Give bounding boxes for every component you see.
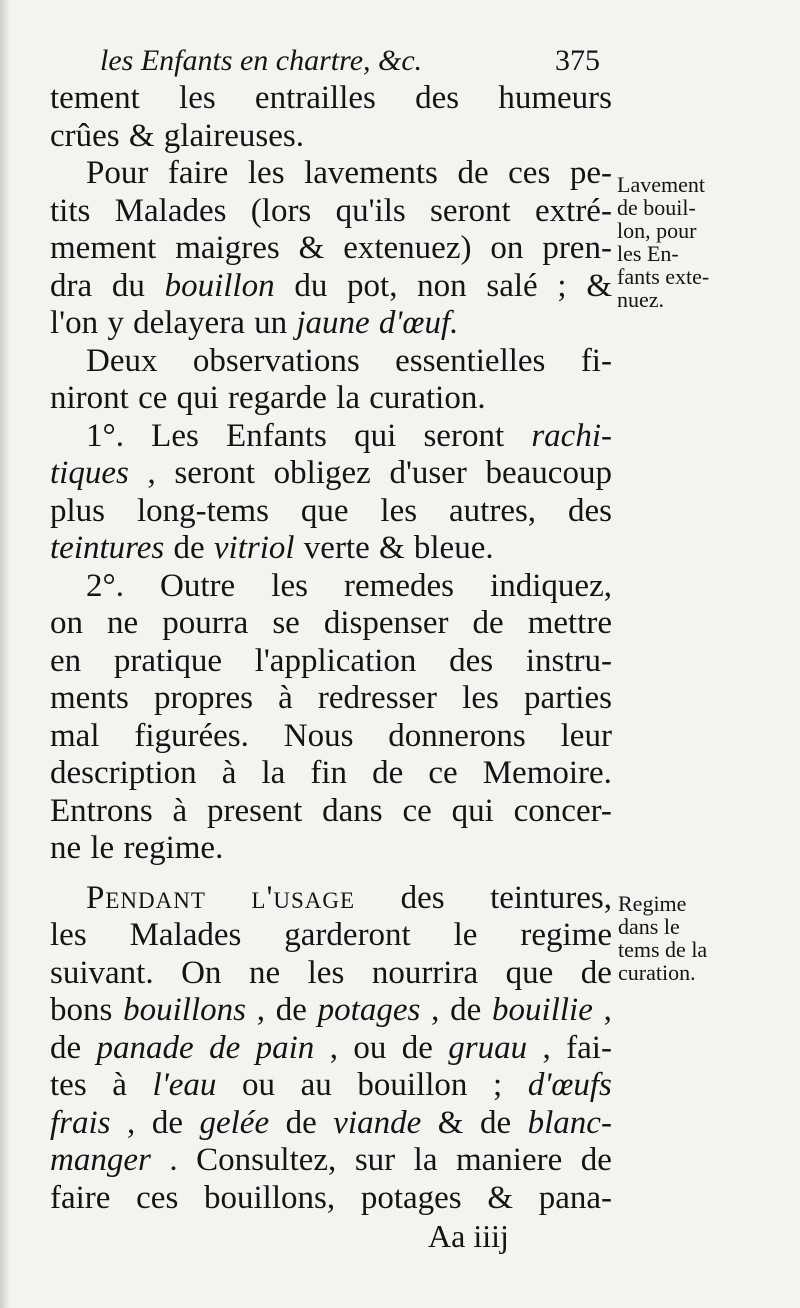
margin-note-line: Regime (618, 891, 687, 916)
text-line (50, 1030, 612, 1068)
word: ments (50, 680, 129, 716)
word: ou (242, 1067, 276, 1103)
word: l'eau (152, 1067, 217, 1103)
word: & (128, 117, 155, 154)
word: , (329, 1029, 338, 1066)
word: humeurs (498, 80, 612, 116)
word: suivant. (50, 954, 154, 991)
word: fai- (566, 1029, 612, 1066)
word: figurées. (134, 717, 249, 754)
word: pe- (569, 155, 612, 191)
word: bouillons, (204, 1179, 336, 1216)
word: ne (50, 830, 82, 866)
word: en (50, 642, 82, 679)
text-line (50, 118, 612, 156)
word: tiques (50, 455, 129, 491)
word: . (169, 1142, 178, 1178)
margin-note-line: curation. (618, 960, 696, 985)
word: redresser (317, 680, 438, 716)
word: tes (50, 1067, 87, 1103)
text-line (50, 605, 612, 643)
word: beaucoup (485, 455, 612, 491)
word: & (437, 1104, 464, 1141)
running-head: les Enfants en chartre, &c. (100, 44, 423, 77)
word: bleue. (413, 530, 494, 566)
word: seront (423, 417, 505, 454)
word: plus (50, 492, 106, 529)
word: Malades (129, 917, 242, 953)
word: d'œufs (527, 1067, 612, 1103)
word: maniere (455, 1142, 563, 1178)
word: , (431, 992, 440, 1028)
word: pratique (113, 642, 222, 679)
word: de (209, 1029, 241, 1066)
word: qui (176, 380, 219, 416)
word: , (256, 992, 265, 1028)
word: bouillon (357, 1067, 468, 1103)
text-line (50, 305, 612, 343)
text-line (50, 343, 612, 381)
word: dans (322, 792, 383, 829)
word: Outre (160, 567, 236, 604)
word: & (586, 267, 612, 304)
word: regime. (123, 830, 224, 866)
word: glaireuses. (163, 117, 304, 154)
word: delayera (133, 305, 245, 341)
word: donnerons (388, 717, 526, 754)
margin-note-line: les En- (617, 241, 679, 266)
text-line (50, 568, 612, 606)
word: le (90, 830, 115, 866)
word: seront (430, 192, 511, 229)
word: ; (493, 1067, 503, 1103)
text-line (50, 1142, 612, 1180)
word: faire (167, 155, 229, 191)
word: ce (428, 755, 458, 791)
word: qui (451, 792, 494, 829)
word: frais (50, 1104, 111, 1141)
word: à (278, 680, 293, 716)
page-header (100, 44, 600, 84)
word: & (487, 1179, 513, 1216)
word: extenuez) (343, 230, 472, 266)
word: des (567, 492, 612, 529)
word: gruau (448, 1029, 528, 1066)
word: manger (50, 1142, 151, 1178)
word: Entrons (50, 792, 153, 829)
word: essentielles (395, 342, 546, 379)
word: du (294, 267, 328, 304)
word: remedes (344, 567, 454, 604)
word: de (580, 954, 612, 991)
word: niront (50, 380, 129, 416)
word: ne (107, 605, 139, 641)
word: gelée (199, 1104, 270, 1141)
text-line (50, 380, 612, 418)
word: pot, (347, 267, 398, 304)
word: ; (557, 267, 567, 304)
word: leur (560, 717, 612, 754)
text-line (50, 155, 612, 193)
word: pourra (162, 605, 249, 641)
word: Les (151, 417, 199, 454)
word: des (449, 642, 494, 679)
word: dispenser (323, 605, 449, 641)
margin-note-line: dans le (618, 914, 680, 939)
word: bouillie (492, 992, 593, 1028)
margin-note-line: fants exte- (617, 264, 710, 289)
word: , (542, 1029, 551, 1066)
word: jaune (296, 305, 370, 341)
word: , (603, 992, 612, 1028)
word: de (472, 605, 504, 641)
word: des (400, 879, 445, 916)
word: verte (303, 530, 370, 566)
word: 2°. (86, 567, 124, 604)
word: nourrira (371, 954, 479, 991)
word: crûes (50, 117, 120, 154)
word: bons (50, 992, 113, 1028)
word: Malades (114, 192, 227, 229)
word: regarde (228, 380, 327, 416)
word: d'œuf. (378, 305, 459, 341)
word: de (173, 530, 205, 566)
text-line (50, 955, 612, 993)
word: Deux (86, 342, 158, 379)
word: pana- (538, 1179, 612, 1216)
word: ne (248, 954, 281, 991)
word: Pendant (86, 879, 206, 916)
word: extré- (535, 192, 612, 229)
word: de (457, 155, 489, 191)
word: mement (50, 230, 157, 266)
word: les (247, 155, 285, 191)
word: de (372, 755, 404, 791)
word: salé (486, 267, 538, 304)
word: d'user (389, 455, 467, 491)
text-line (50, 80, 612, 118)
word: parties (524, 680, 612, 716)
word: de (401, 1029, 433, 1066)
word: ces (508, 155, 551, 191)
margin-note-line: lon, pour (617, 218, 697, 243)
word: garderont (284, 917, 411, 953)
word: mettre (527, 605, 612, 641)
word: Enfants (226, 417, 327, 454)
word: l'application (254, 642, 417, 679)
word: des (415, 80, 460, 116)
word: instru- (525, 642, 612, 679)
word: tement (50, 80, 140, 116)
word: la (261, 755, 286, 791)
word: potages (317, 992, 421, 1028)
main-text-block (50, 80, 612, 1217)
word: panade (96, 1029, 194, 1066)
word: au (300, 1067, 332, 1103)
word: (lors (250, 192, 312, 229)
word: de (275, 992, 307, 1028)
word: ces (136, 1179, 179, 1216)
word: bouillons (123, 992, 246, 1028)
word: obligez (273, 455, 371, 491)
text-line (50, 643, 612, 681)
word: que (300, 492, 349, 529)
word: les (50, 917, 87, 953)
word: à (221, 755, 237, 791)
text-line (50, 755, 612, 793)
word: viande (333, 1104, 422, 1141)
word: à (172, 792, 188, 829)
margin-note-line: tems de la (618, 937, 708, 962)
word: curation. (369, 380, 486, 416)
word: rachi- (531, 417, 612, 454)
word: Pour (86, 155, 149, 191)
word: que (505, 954, 554, 991)
page-number: 375 (555, 44, 600, 77)
text-line (50, 992, 612, 1030)
word: la (336, 380, 360, 416)
word: blanc- (527, 1104, 612, 1141)
word: indiquez, (490, 567, 612, 604)
word: teintures, (490, 879, 612, 916)
word: de (285, 1104, 317, 1141)
word: On (181, 954, 222, 991)
word: , (147, 455, 156, 491)
text-line (50, 793, 612, 831)
word: vitriol (213, 530, 295, 566)
word: , (127, 1104, 136, 1141)
word: les (271, 567, 308, 604)
text-line (50, 830, 612, 868)
word: 1°. (86, 417, 124, 454)
text-line (50, 1180, 612, 1218)
word: pain (255, 1029, 315, 1066)
word: propres (153, 680, 253, 716)
margin-note-lavement (617, 173, 709, 311)
word: on (490, 230, 524, 266)
word: observations (192, 342, 360, 379)
text-line (50, 193, 612, 231)
word: les (462, 680, 499, 716)
word: qu'ils (335, 192, 406, 229)
word: description (50, 755, 197, 791)
word: le (453, 917, 478, 953)
paragraph-gap (50, 868, 612, 880)
word: Memoire. (482, 755, 612, 791)
word: teintures (50, 530, 165, 566)
word: ou (353, 1029, 387, 1066)
word: bouillon (164, 267, 275, 304)
word: mal (50, 717, 100, 754)
word: à (112, 1067, 127, 1103)
word: Consultez, (196, 1142, 337, 1178)
word: regime (520, 917, 612, 953)
word: se (272, 605, 300, 641)
word: de (580, 1142, 612, 1178)
word: l'on (50, 305, 99, 341)
word: ce (402, 792, 432, 829)
word: ce (138, 380, 168, 416)
word: les (179, 80, 216, 116)
word: la (413, 1142, 438, 1178)
word: potages (360, 1179, 462, 1216)
word: y (107, 305, 124, 341)
text-line (50, 455, 612, 493)
text-line (50, 493, 612, 531)
word: un (254, 305, 288, 341)
text-line (50, 530, 612, 568)
margin-note-regime (618, 892, 707, 984)
word: de (151, 1104, 183, 1141)
word: on (50, 605, 83, 641)
text-line (50, 1067, 612, 1105)
word: tits (50, 192, 91, 229)
word: non (417, 267, 467, 304)
text-line (50, 418, 612, 456)
word: l'usage (251, 879, 356, 916)
word: autres, (449, 492, 537, 529)
word: les (307, 954, 345, 991)
word: de (479, 1104, 512, 1141)
word: de (50, 1029, 82, 1066)
signature-mark: Aa iiij (428, 1218, 509, 1254)
text-line (50, 718, 612, 756)
word: fi- (580, 342, 612, 379)
word: qui (354, 417, 397, 454)
word: dra (50, 267, 93, 304)
text-line (50, 1105, 612, 1143)
word: & (298, 230, 325, 266)
word: les (380, 492, 418, 529)
word: lavements (304, 155, 438, 191)
word: seront (174, 455, 256, 491)
word: fin (310, 755, 348, 791)
margin-note-line: nuez. (617, 287, 665, 312)
word: sur (354, 1142, 396, 1178)
text-line (50, 880, 612, 918)
word: long-tems (136, 492, 269, 529)
word: du (111, 267, 145, 304)
word: pren- (542, 230, 612, 266)
word: maigres (175, 230, 280, 266)
word: Nous (283, 717, 354, 754)
word: present (207, 792, 303, 829)
margin-note-line: Lavement (617, 172, 705, 197)
word: entrailles (254, 80, 376, 116)
margin-note-line: de bouil- (617, 195, 696, 220)
text-line (50, 680, 612, 718)
text-line (50, 917, 612, 955)
word: & (378, 530, 405, 566)
text-line (50, 268, 612, 306)
word: concer- (513, 792, 612, 829)
text-line (50, 230, 612, 268)
word: faire (50, 1179, 111, 1216)
word: de (450, 992, 482, 1028)
